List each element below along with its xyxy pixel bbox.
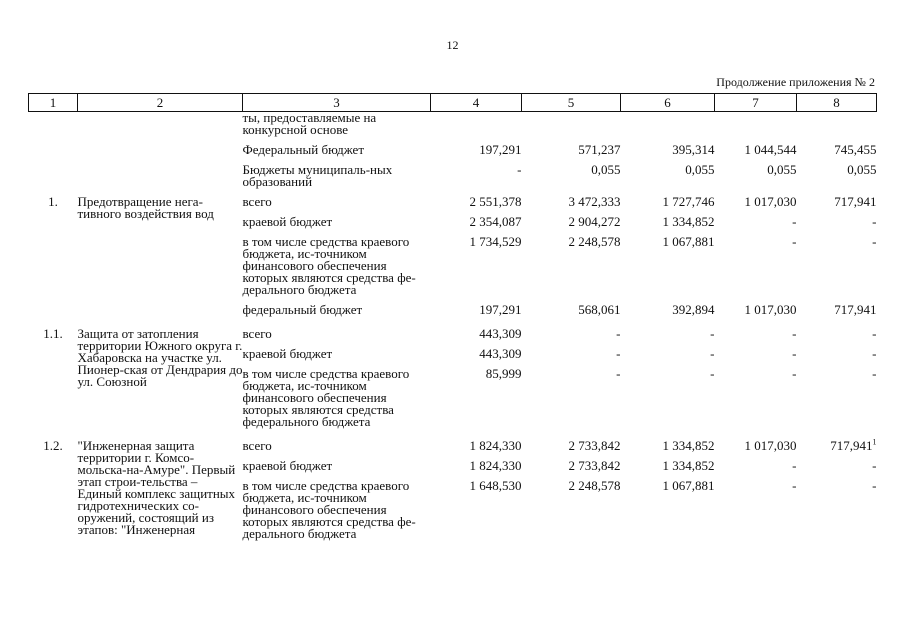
item-number [29,480,78,540]
value-cell: 571,237 [578,142,621,157]
funding-source: Федеральный бюджет [242,142,364,157]
item-name: Предотвращение нега-тивного воздействия вод [77,194,214,221]
item-number: 1.1. [43,326,63,341]
value-cell [431,112,522,137]
funding-source: всего [242,194,272,209]
table-row [29,164,877,188]
item-number [29,112,78,137]
value-cell [715,112,797,137]
item-name: "Инженерная защита территории г. Комсо-мольска-на-Амуре". Первый этап строи-тельства – Единый комплекс защитных гидротехнических со-оружений, состоящий из этапов: "Инженерная [77,438,236,537]
item-number [29,460,78,472]
value-cell: 2 354,087 [469,214,522,229]
value-cell: - [872,234,877,249]
value-cell: 568,061 [578,302,621,317]
column-header: 6 [621,94,715,112]
value-cell: 1 727,746 [662,194,715,209]
value-cell: - [792,458,797,473]
value-cell: 2 551,378 [469,194,522,209]
value-cell: 1 334,852 [662,438,715,453]
value-cell: - [792,478,797,493]
value-cell: 717,941 [834,194,877,209]
column-header: 2 [78,94,243,112]
column-header: 3 [243,94,431,112]
item-number: 1.2. [43,438,63,453]
value-cell: 1 017,030 [744,302,797,317]
table-row [29,440,877,452]
item-number [29,304,78,316]
funding-source: всего [242,438,272,453]
item-name [78,144,243,156]
value-cell: 0,055 [685,162,715,177]
column-header: 1 [29,94,78,112]
value-cell: 392,894 [672,302,715,317]
value-cell: 1 824,330 [469,458,522,473]
value-cell: 1 017,030 [744,438,797,453]
value-cell: 395,314 [672,142,715,157]
value-cell: 1 334,852 [662,214,715,229]
value-cell: - [792,214,797,229]
column-number-row [29,94,877,112]
value-cell: 197,291 [479,142,522,157]
value-cell: - [872,326,877,341]
value-cell: 1 824,330 [469,438,522,453]
value-cell: 2 733,842 [568,438,621,453]
value-cell: 2 733,842 [568,458,621,473]
value-cell: 1 044,544 [744,142,797,157]
value-cell: 2 904,272 [568,214,621,229]
value-cell: - [792,366,797,381]
value-cell: 1 648,530 [469,478,522,493]
value-cell: - [792,234,797,249]
funding-source: Бюджеты муниципаль-ных образований [242,162,393,189]
value-cell: 1 734,529 [469,234,522,249]
funding-source: в том числе средства краевого бюджета, ис-точником финансового обеспечения которых являются средства фе-дерального бюджета [242,478,416,541]
value-cell: - [517,162,522,177]
value-cell: - [872,214,877,229]
item-number [29,236,78,296]
value-cell: 197,291 [479,302,522,317]
budget-table [28,93,877,540]
column-header: 4 [431,94,522,112]
value-cell: - [872,346,877,361]
page-number: 12 [446,38,459,52]
value-cell: - [872,458,877,473]
value-cell: 1 017,030 [744,194,797,209]
column-header: 5 [522,94,621,112]
item-number: 1. [48,194,58,209]
value-cell: 2 248,578 [568,234,621,249]
funding-source: краевой бюджет [242,346,333,361]
funding-source: в том числе средства краевого бюджета, ис-точником финансового обеспечения которых являются средства федерального бюджета [242,366,410,429]
funding-source: краевой бюджет [242,214,333,229]
value-cell [797,437,877,453]
table-row [29,144,877,156]
column-header: 8 [797,94,877,112]
funding-source: всего [242,326,272,341]
value-cell [522,112,621,137]
value-cell: - [616,366,621,381]
funding-source: краевой бюджет [242,458,333,473]
item-number [29,368,78,428]
funding-source: ты, предоставляемые на конкурсной основе [242,110,377,137]
item-name [78,112,243,137]
value-cell: - [616,346,621,361]
table-row [29,304,877,316]
value-cell: - [710,326,715,341]
value-cell: - [872,366,877,381]
value-cell: 443,309 [479,326,522,341]
value-text: 717,941 [830,438,873,453]
item-number [29,144,78,156]
value-cell: 2 248,578 [568,478,621,493]
value-cell: - [792,346,797,361]
value-cell: 1 067,881 [662,478,715,493]
item-number [29,348,78,360]
value-cell [797,112,877,137]
funding-source: в том числе средства краевого бюджета, ис-точником финансового обеспечения которых являются средства фе-дерального бюджета [242,234,416,297]
value-cell: 1 067,881 [662,234,715,249]
value-cell: - [792,326,797,341]
value-cell: 0,055 [767,162,797,177]
item-number [29,164,78,188]
value-cell: 745,455 [834,142,877,157]
item-name [78,304,243,316]
item-name: Защита от затопления территории Южного округа г. Хабаровска на участке ул. Пионер-ская от Дендрария до ул. Союзной [77,326,243,389]
funding-source: федеральный бюджет [242,302,363,317]
value-cell: - [616,326,621,341]
value-cell: 717,941 [834,302,877,317]
table-row [29,328,877,340]
value-cell: 0,055 [847,162,877,177]
table-row [29,196,877,208]
table-row [29,112,877,137]
item-name [78,164,243,188]
value-cell: 3 472,333 [568,194,621,209]
value-cell: 443,309 [479,346,522,361]
value-cell: - [872,478,877,493]
item-number [29,216,78,228]
column-header: 7 [715,94,797,112]
value-cell: - [710,346,715,361]
value-cell: 0,055 [591,162,621,177]
footnote-mark: 1 [872,437,877,447]
continuation-label: Продолжение приложения № 2 [716,75,875,89]
value-cell: 85,999 [485,366,522,381]
value-cell [621,112,715,137]
value-cell: 1 334,852 [662,458,715,473]
value-cell: - [710,366,715,381]
